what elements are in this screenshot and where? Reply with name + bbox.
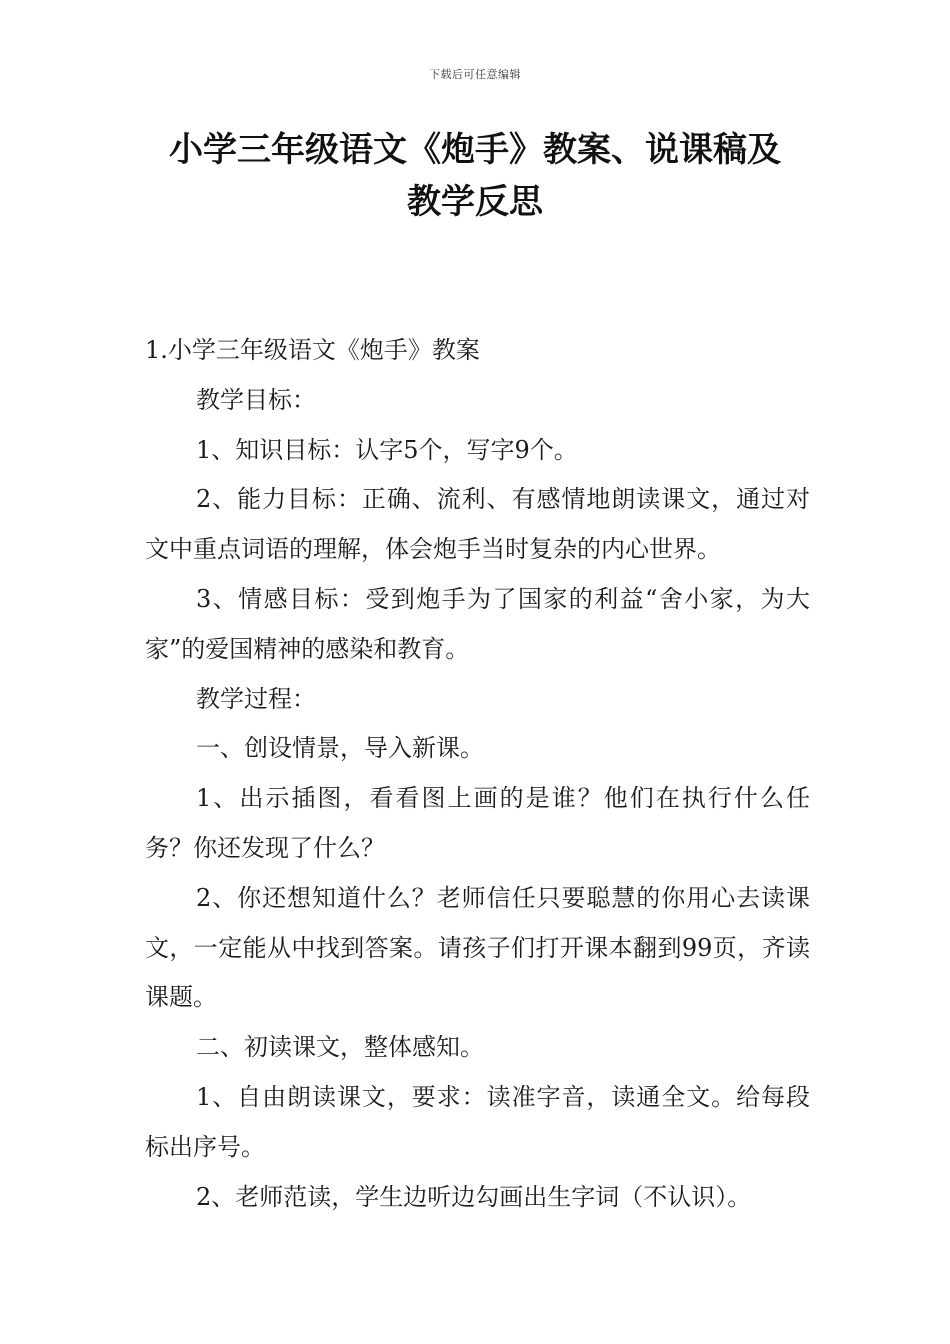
paragraph: 2、能力目标：正确、流利、有感情地朗读课文，通过对文中重点词语的理解，体会炮手当时复杂的内心世界。 (145, 485, 810, 564)
paragraph: 2、老师范读，学生边听边勾画出生字词（不认识）。 (196, 1182, 752, 1211)
paragraph: 教学过程： (196, 684, 316, 713)
section-heading: 1.小学三年级语文《炮手》教案 (145, 336, 480, 364)
document-title (120, 124, 830, 228)
title-line-1: 小学三年级语文《炮手》教案、说课稿及 (169, 130, 781, 170)
paragraph: 教学目标： (196, 385, 316, 414)
title-line-2: 教学反思 (407, 182, 543, 222)
paragraph: 1、出示插图，看看图上画的是谁？他们在执行什么任务？你还发现了什么？ (145, 784, 810, 862)
paragraph: 1、自由朗读课文，要求：读准字音，读通全文。给每段标出序号。 (145, 1082, 810, 1161)
document-body (145, 326, 810, 1222)
paragraph: 一、创设情景，导入新课。 (196, 734, 484, 763)
paragraph: 2、你还想知道什么？老师信任只要聪慧的你用心去读课文，一定能从中找到答案。请孩子们打开课本翻到99页，齐读课题。 (145, 883, 810, 1012)
page-header-note: 下载后可任意编辑 (429, 68, 521, 81)
paragraph: 1、知识目标：认字5个，写字9个。 (196, 435, 578, 464)
paragraph: 3、情感目标：受到炮手为了国家的利益“舍小家，为大家”的爱国精神的感染和教育。 (145, 584, 810, 663)
paragraph: 二、初读课文，整体感知。 (196, 1033, 484, 1062)
